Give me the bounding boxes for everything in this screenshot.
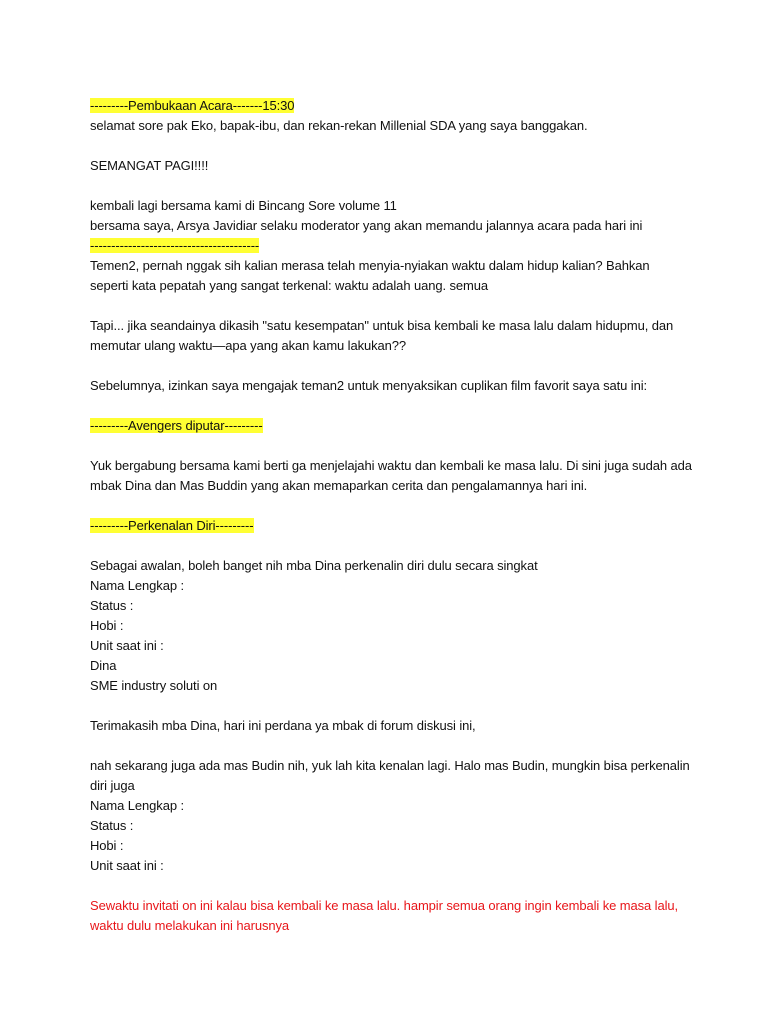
- paragraph-7-line-1: nah sekarang juga ada mas Budin nih, yuk lah kita kenalan lagi. Halo mas Budin, mungkin bisa perkenalin: [90, 758, 690, 773]
- red-note-line-1: Sewaktu invitati on ini kalau bisa kembali ke masa lalu. hampir semua orang ingin kembali ke masa lalu,: [90, 898, 678, 913]
- form-1-value-name: Dina: [90, 658, 117, 673]
- paragraph-1-line-1: Temen2, pernah nggak sih kalian merasa telah menyia-nyiakan waktu dalam hidup kalian? Bahkan: [90, 258, 650, 273]
- paragraph-2-line-2: memutar ulang waktu—apa yang akan kamu lakukan??: [90, 338, 407, 353]
- form-2-unit: Unit saat ini :: [90, 858, 164, 873]
- paragraph-7-line-2: diri juga: [90, 778, 135, 793]
- intro-line-1: kembali lagi bersama kami di Bincang Sore volume 11: [90, 198, 397, 213]
- paragraph-2-line-1: Tapi... jika seandainya dikasih "satu kesempatan" untuk bisa kembali ke masa lalu dalam hidupmu, dan: [90, 318, 674, 333]
- form-1-value-unit: SME industry soluti on: [90, 678, 218, 693]
- greeting-text: selamat sore pak Eko, bapak-ibu, dan rekan-rekan Millenial SDA yang saya banggakan.: [90, 118, 588, 133]
- semangat-text: SEMANGAT PAGI!!!!: [90, 158, 209, 173]
- paragraph-5: Sebagai awalan, boleh banget nih mba Dina perkenalin diri dulu secara singkat: [90, 558, 538, 573]
- form-2-status: Status :: [90, 818, 134, 833]
- paragraph-4-line-1: Yuk bergabung bersama kami berti ga menjelajahi waktu dan kembali ke masa lalu. Di sini juga sudah ada: [90, 458, 692, 473]
- avengers-header: ---------Avengers diputar---------: [90, 418, 263, 433]
- paragraph-3: Sebelumnya, izinkan saya mengajak teman2 untuk menyaksikan cuplikan film favorit saya satu ini:: [90, 378, 648, 393]
- red-note-line-2: waktu dulu melakukan ini harusnya: [90, 918, 290, 933]
- separator-line: ----------------------------------------: [90, 238, 260, 253]
- form-2-hobi: Hobi :: [90, 838, 124, 853]
- form-1-nama: Nama Lengkap :: [90, 578, 184, 593]
- form-2-nama: Nama Lengkap :: [90, 798, 184, 813]
- opening-header: ---------Pembukaan Acara-------15:30: [90, 98, 295, 113]
- paragraph-6: Terimakasih mba Dina, hari ini perdana ya mbak di forum diskusi ini,: [90, 718, 476, 733]
- intro-header: ---------Perkenalan Diri---------: [90, 518, 254, 533]
- form-1-status: Status :: [90, 598, 134, 613]
- form-1-hobi: Hobi :: [90, 618, 124, 633]
- intro-line-2: bersama saya, Arsya Javidiar selaku moderator yang akan memandu jalannya acara pada hari ini: [90, 218, 643, 233]
- paragraph-4-line-2: mbak Dina dan Mas Buddin yang akan memaparkan cerita dan pengalamannya hari ini.: [90, 478, 588, 493]
- form-1-unit: Unit saat ini :: [90, 638, 164, 653]
- paragraph-1-line-2: seperti kata pepatah yang sangat terkenal: waktu adalah uang. semua: [90, 278, 489, 293]
